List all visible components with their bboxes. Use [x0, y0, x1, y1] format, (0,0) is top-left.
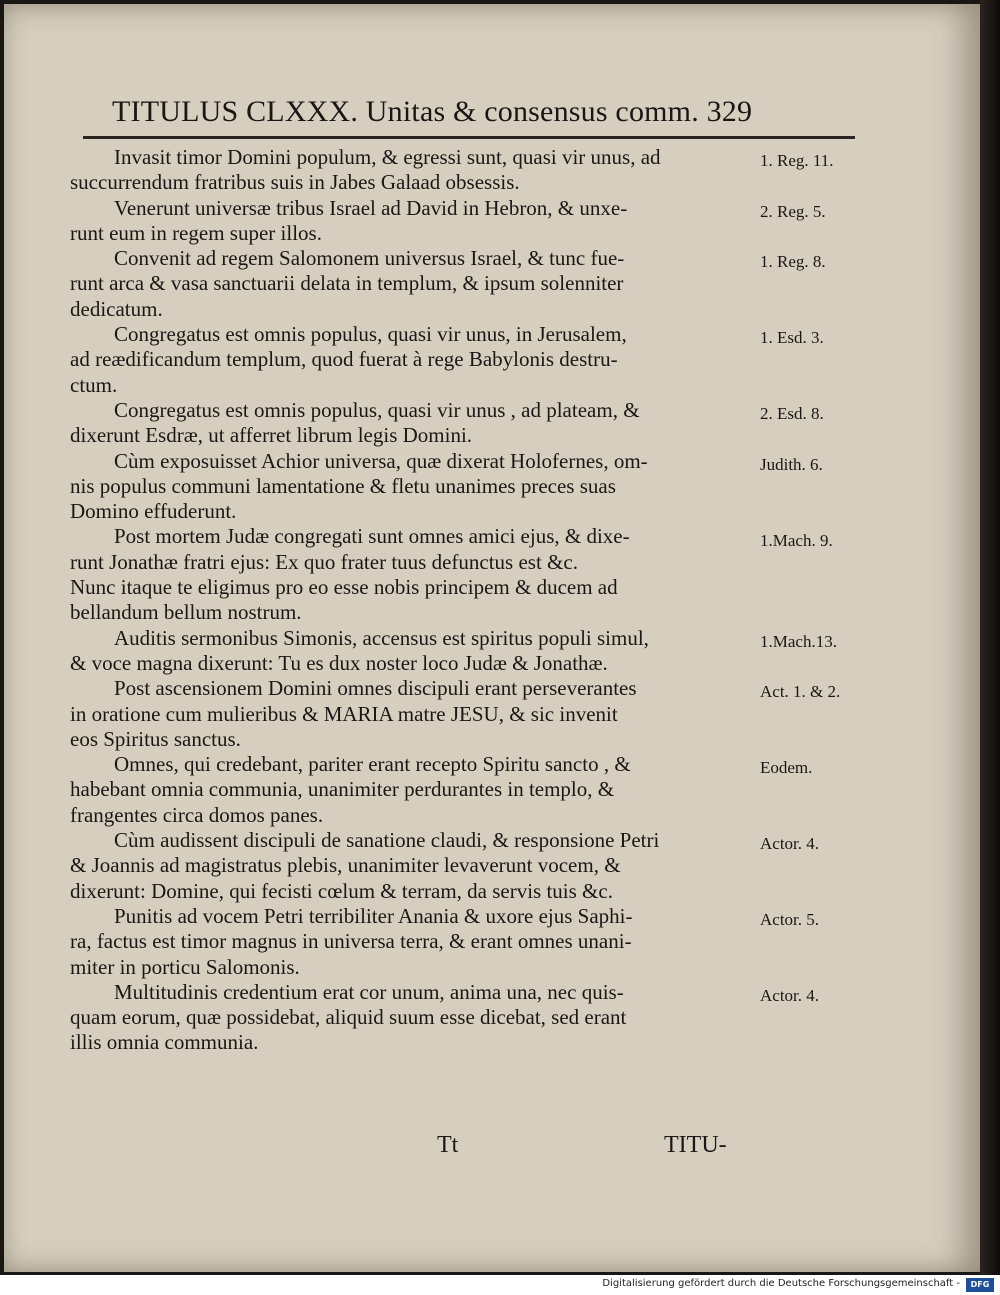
marginal-reference: 1. Reg. 8.	[760, 252, 826, 272]
page-edge-shadow	[980, 0, 1000, 1275]
text-line: Invasit timor Domini populum, & egressi sunt, quasi vir unus, ad	[114, 145, 661, 169]
text-body	[70, 145, 770, 1056]
text-line: Multitudinis credentium erat cor unum, anima una, nec quis-	[114, 979, 624, 1004]
text-line: dixerunt: Domine, qui fecisti cœlum & terram, da servis tuis &c.	[70, 878, 613, 903]
text-line: Auditis sermonibus Simonis, accensus est spiritus populi simul,	[114, 625, 649, 650]
running-head: TITULUS CLXXX. Unitas & consensus comm. 329	[112, 95, 753, 128]
marginal-reference: Eodem.	[760, 758, 813, 778]
paragraph	[70, 904, 770, 980]
footer-credit: Digitalisierung gefördert durch die Deutsche Forschungsgemeinschaft -	[602, 1278, 960, 1289]
text-line: miter in porticu Salomonis.	[70, 954, 300, 979]
paragraph	[70, 828, 770, 904]
text-line: Cùm exposuisset Achior universa, quæ dixerat Holofernes, om-	[114, 448, 648, 473]
text-line: ctum.	[70, 372, 118, 397]
marginal-reference: Actor. 4.	[760, 985, 820, 1005]
text-line: Nunc itaque te eligimus pro eo esse nobis principem & ducem ad	[70, 575, 618, 600]
text-line: Cùm audissent discipuli de sanatione claudi, & responsione Petri	[114, 828, 660, 853]
text-line: & Joannis ad magistratus plebis, unanimiter levaverunt vocem, &	[70, 853, 621, 878]
paragraph	[70, 752, 770, 828]
paragraph	[70, 980, 770, 1056]
text-line: dixerunt Esdræ, ut afferret librum legis Domini.	[70, 423, 473, 448]
digitization-footer	[0, 1275, 1000, 1295]
text-line: nis populus communi lamentatione & fletu unanimes preces suas	[70, 473, 616, 498]
text-line: Convenit ad regem Salomonem universus Israel, & tunc fue-	[114, 246, 625, 271]
text-line: ra, factus est timor magnus in universa terra, & erant omnes unani-	[70, 929, 632, 954]
marginal-reference: 2. Reg. 5.	[760, 201, 826, 221]
text-line: bellandum bellum nostrum.	[70, 600, 302, 625]
text-line: runt eum in regem super illos.	[70, 220, 322, 245]
text-line: in oratione cum mulieribus & MARIA matre JESU, & sic invenit	[70, 701, 618, 726]
text-line: frangentes circa domos panes.	[70, 802, 324, 827]
text-line: Congregatus est omnis populus, quasi vir unus , ad plateam, &	[114, 397, 640, 422]
marginal-reference: Judith. 6.	[760, 454, 823, 474]
text-line: habebant omnia communia, unanimiter perdurantes in templo, &	[70, 777, 615, 802]
paragraph	[70, 676, 770, 752]
marginal-reference: Act. 1. & 2.	[760, 682, 841, 702]
text-line: quam eorum, quæ possidebat, aliquid suum esse dicebat, sed erant	[70, 1005, 627, 1030]
text-line: eos Spiritus sanctus.	[70, 726, 241, 751]
text-line: Venerunt universæ tribus Israel ad David in Hebron, & unxe-	[114, 195, 628, 220]
marginal-reference: 1. Esd. 3.	[760, 328, 824, 348]
text-line: succurrendum fratribus suis in Jabes Galaad obsessis.	[70, 170, 520, 195]
text-line: dedicatum.	[70, 296, 163, 321]
paragraph	[70, 524, 770, 625]
catchword: TITU-	[664, 1132, 727, 1158]
text-line: Post mortem Judæ congregati sunt omnes amici ejus, & dixe-	[114, 524, 630, 549]
signature-mark: Tt	[437, 1132, 459, 1158]
header-rule	[83, 136, 855, 139]
text-line: Post ascensionem Domini omnes discipuli erant perseverantes	[114, 676, 637, 701]
text-line: runt Jonathæ fratri ejus: Ex quo frater tuus defunctus est &c.	[70, 549, 578, 574]
text-line: Omnes, qui credebant, pariter erant recepto Spiritu sancto , &	[114, 752, 631, 777]
text-line: Domino effuderunt.	[70, 499, 237, 524]
paragraph	[70, 246, 770, 322]
marginal-reference: 2. Esd. 8.	[760, 404, 824, 423]
paragraph	[70, 398, 770, 449]
marginal-reference: 1.Mach.13.	[760, 631, 837, 651]
marginal-reference: 1.Mach. 9.	[760, 530, 833, 550]
marginal-reference: Actor. 4.	[760, 834, 820, 854]
marginal-reference: Actor. 5.	[760, 910, 820, 929]
paragraph	[70, 449, 770, 525]
paragraph	[70, 196, 770, 247]
text-line: illis omnia communia.	[70, 1030, 259, 1055]
text-line: ad reædificandum templum, quod fuerat à rege Babylonis destru-	[70, 347, 618, 372]
marginal-reference: 1. Reg. 11.	[760, 151, 834, 170]
text-line: Punitis ad vocem Petri terribiliter Anania & uxore ejus Saphi-	[114, 903, 633, 928]
text-line: runt arca & vasa sanctuarii delata in templum, & ipsum solenniter	[70, 271, 624, 296]
paragraph	[70, 626, 770, 677]
paragraph	[70, 145, 770, 196]
dfg-logo-icon: DFG	[966, 1278, 994, 1292]
text-line: & voce magna dixerunt: Tu es dux noster loco Judæ & Jonathæ.	[70, 650, 608, 675]
text-line: Congregatus est omnis populus, quasi vir unus, in Jerusalem,	[114, 322, 627, 347]
paragraph	[70, 322, 770, 398]
